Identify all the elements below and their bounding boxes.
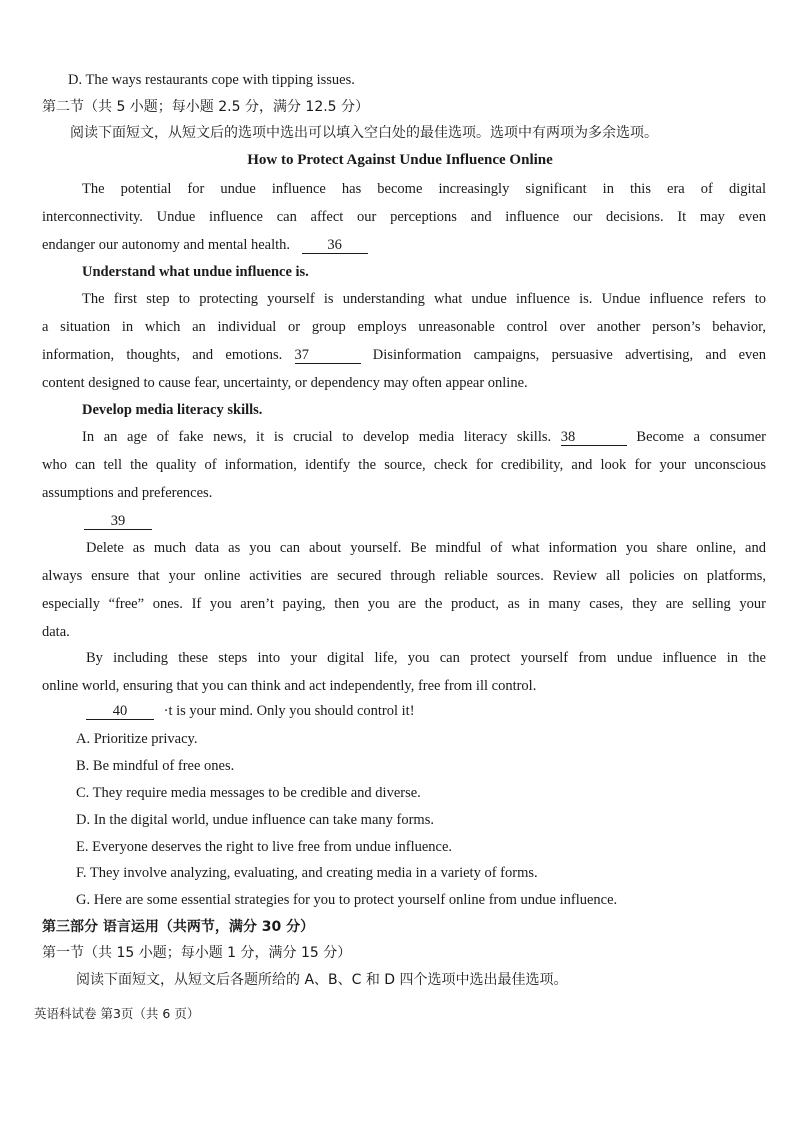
option-d[interactable]: D. In the digital world, undue influence can take many forms.: [76, 812, 434, 828]
option-b[interactable]: B. Be mindful of free ones.: [76, 758, 235, 774]
heading-understand: Understand what undue influence is.: [82, 264, 309, 280]
paragraph-3-line-1: [82, 428, 766, 446]
paragraph-5-line-2: online world, ensuring that you can think and act independently, free from ill control.: [42, 678, 537, 694]
paragraph-4-line-4: data.: [42, 624, 70, 640]
paragraph-2-text-b: Disinformation campaigns, persuasive advertising, and even: [372, 347, 766, 363]
paragraph-2-line-4: content designed to cause fear, uncertainty, or dependency may often appear online.: [42, 375, 528, 391]
paragraph-3-text-a: In an age of fake news, it is crucial to develop media literacy skills.: [82, 429, 552, 445]
section-2-header: 第二节（共 5 小题；每小题 2.5 分，满分 12.5 分）: [42, 99, 370, 115]
passage-title: How to Protect Against Undue Influence Online: [247, 152, 553, 168]
paragraph-4-line-3: especially “free” ones. If you aren’t paying, then you are the product, as in many cases, they are selling your: [42, 596, 766, 612]
option-g[interactable]: G. Here are some essential strategies for you to protect yourself online from undue influence.: [76, 892, 618, 908]
paragraph-2-line-3: [42, 346, 766, 364]
previous-question-option-d: D. The ways restaurants cope with tipping issues.: [68, 72, 355, 88]
paragraph-2-line-2: a situation in which an individual or group employs unreasonable control over another person’s behavior,: [42, 319, 766, 335]
paragraph-1-line-2: interconnectivity. Undue influence can affect our perceptions and influence our decisions. It may even: [42, 209, 766, 225]
paragraph-4-line-1: Delete as much data as you can about yourself. Be mindful of what information you share online, and: [86, 540, 766, 556]
paragraph-1-line-3: [42, 236, 368, 254]
paragraph-3-line-3: assumptions and preferences.: [42, 485, 213, 501]
part-3-section-1-header: 第一节（共 15 小题；每小题 1 分，满分 15 分）: [42, 945, 352, 961]
option-e[interactable]: E. Everyone deserves the right to live free from undue influence.: [76, 839, 453, 855]
paragraph-3-line-2: who can tell the quality of information, identify the source, check for credibility, and look for your unconscious: [42, 457, 766, 473]
blank-37[interactable]: 37: [295, 347, 361, 364]
blank-36[interactable]: 36: [302, 237, 368, 254]
paragraph-1-line-1: The potential for undue influence has become increasingly significant in this era of digital: [82, 181, 766, 197]
paragraph-6-line-1: [86, 702, 415, 720]
section-2-instruction: 阅读下面短文，从短文后的选项中选出可以填入空白处的最佳选项。选项中有两项为多余选项。: [70, 125, 658, 141]
paragraph-2-text-a: information, thoughts, and emotions.: [42, 347, 283, 363]
blank-39-line: [84, 512, 152, 530]
paragraph-6-text: ·t is your mind. Only you should control it!: [163, 703, 415, 719]
paragraph-3-text-b: Become a consumer: [636, 429, 766, 445]
heading-media-literacy: Develop media literacy skills.: [82, 402, 263, 418]
part-3-header: 第三部分 语言运用（共两节，满分 30 分）: [42, 919, 315, 935]
blank-40[interactable]: 40: [86, 703, 154, 720]
paragraph-5-line-1: By including these steps into your digital life, you can protect yourself from undue influence in the: [86, 650, 766, 666]
option-a[interactable]: A. Prioritize privacy.: [76, 731, 198, 747]
part-3-instruction: 阅读下面短文，从短文后各题所给的 A、B、C 和 D 四个选项中选出最佳选项。: [76, 972, 568, 988]
blank-38[interactable]: 38: [561, 429, 627, 446]
option-c[interactable]: C. They require media messages to be credible and diverse.: [76, 785, 421, 801]
page-footer: 英语科试卷 第3页（共 6 页）: [34, 1006, 200, 1021]
option-f[interactable]: F. They involve analyzing, evaluating, and creating media in a variety of forms.: [76, 865, 538, 881]
paragraph-2-line-1: The first step to protecting yourself is understanding what undue influence is. Undue influence refers to: [82, 291, 766, 307]
blank-39[interactable]: 39: [84, 513, 152, 530]
paragraph-1-text: endanger our autonomy and mental health.: [42, 237, 291, 253]
paragraph-4-line-2: always ensure that your online activities are secured through reliable sources. Review all policies on platforms,: [42, 568, 766, 584]
